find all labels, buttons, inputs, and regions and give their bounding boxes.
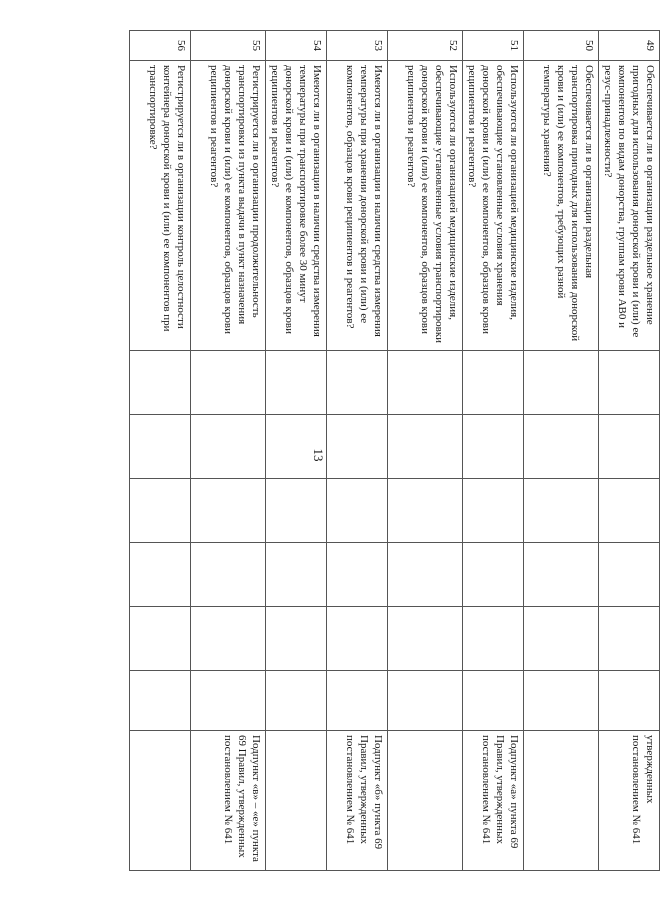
answer-cell (599, 607, 660, 671)
answer-cell (266, 543, 327, 607)
answer-cell (266, 479, 327, 543)
answer-cell (327, 607, 388, 671)
answer-cell (388, 671, 463, 731)
reference-cell: Подпункт «б» пункта 69 Правил, утвержденных постановлением № 641 (327, 731, 388, 871)
answer-cell (388, 543, 463, 607)
question-cell: Используются ли организацией медицинские изделия, обеспечивающие установленные условия хранения донорской крови и (или) ее компонентов, образцов крови реципиентов и реагентов? (463, 61, 524, 351)
row-number: 55 (191, 31, 266, 61)
reference-cell (388, 731, 463, 871)
reference-cell (524, 731, 599, 871)
row-number: 50 (524, 31, 599, 61)
answer-cell (266, 671, 327, 731)
answer-cell (191, 479, 266, 543)
answer-cell (599, 671, 660, 731)
row-number: 54 (266, 31, 327, 61)
answer-cell (599, 351, 660, 415)
question-cell: Регистрируется ли в организации контроль целостности контейнера донорской крови и (или) ее компонентов при транспортировке? (130, 61, 191, 351)
answer-cell (130, 543, 191, 607)
answer-cell (524, 607, 599, 671)
answer-cell (599, 543, 660, 607)
answer-cell (191, 351, 266, 415)
answer-cell (130, 479, 191, 543)
answer-cell (524, 479, 599, 543)
answer-cell (463, 351, 524, 415)
answer-cell (191, 543, 266, 607)
answer-cell (327, 351, 388, 415)
answer-cell (130, 671, 191, 731)
table-row (130, 31, 191, 871)
answer-cell (266, 607, 327, 671)
reference-cell (266, 731, 327, 871)
answer-cell (327, 415, 388, 479)
answer-cell (463, 607, 524, 671)
table-row (463, 31, 524, 871)
answer-cell (463, 415, 524, 479)
answer-cell (524, 671, 599, 731)
answer-cell (327, 543, 388, 607)
reference-cell: Подпункт «в» – «е» пункта 69 Правил, утвержденных постановлением № 641 (191, 731, 266, 871)
answer-cell (191, 415, 266, 479)
answer-cell (327, 479, 388, 543)
page-number: 13 (311, 448, 326, 462)
answer-cell (130, 415, 191, 479)
row-number: 53 (327, 31, 388, 61)
question-cell: Имеются ли в организации в наличии средства измерения температуры при транспортировке более 30 минут донорской крови и (или) ее компонентов, образцов крови реципиентов и реагентов? (266, 61, 327, 351)
reference-cell (130, 731, 191, 871)
table-row (191, 31, 266, 871)
answer-cell (599, 415, 660, 479)
answer-cell (130, 607, 191, 671)
answer-cell (599, 479, 660, 543)
table-row (266, 31, 327, 871)
row-number: 52 (388, 31, 463, 61)
table-row (599, 31, 660, 871)
answer-cell (130, 351, 191, 415)
answer-cell (191, 607, 266, 671)
row-number: 56 (130, 31, 191, 61)
reference-cell: Подпункт «а» пункта 69 Правил, утвержденных постановлением № 641 (463, 731, 524, 871)
answer-cell (463, 671, 524, 731)
answer-cell (191, 671, 266, 731)
answer-cell (388, 351, 463, 415)
answer-cell (524, 351, 599, 415)
question-cell: Используются ли организацией медицинские изделия, обеспечивающие установленные условия транспортировки донорской крови и (или) ее компонентов, образцов крови реципиентов и реагентов? (388, 61, 463, 351)
table-row (524, 31, 599, 871)
answer-cell (388, 607, 463, 671)
answer-cell (388, 415, 463, 479)
rotated-table-container (70, 30, 660, 870)
question-cell: Регистрируется ли в организации продолжительность транспортировки из пункта выдачи в пункт назначения донорской крови и (или) ее компонентов, образцов крови реципиентов и реагентов? (191, 61, 266, 351)
question-cell: Обеспечивается ли в организации раздельная транспортировка пригодных для использования донорской крови и (или) ее компонентов, требующих разной температуры хранения? (524, 61, 599, 351)
answer-cell (524, 543, 599, 607)
answer-cell (327, 671, 388, 731)
answer-cell (463, 479, 524, 543)
table-row (327, 31, 388, 871)
checklist-table (129, 30, 660, 871)
answer-cell (388, 479, 463, 543)
row-number: 51 (463, 31, 524, 61)
answer-cell (524, 415, 599, 479)
question-cell: Обеспечивается ли в организации раздельное хранение пригодных для использования донорской крови и (или) ее компонентов по видам донорства, группам крови АВ0 и резус-принадлежности? (599, 61, 660, 351)
answer-cell (266, 415, 327, 479)
answer-cell (463, 543, 524, 607)
reference-cell: утвержденных постановлением № 641 (599, 731, 660, 871)
row-number: 49 (599, 31, 660, 61)
table-row (388, 31, 463, 871)
answer-cell (266, 351, 327, 415)
question-cell: Имеются ли в организации в наличии средства измерения температуры при хранении донорской крови и (или) ее компонентов, образцов крови реципиентов и реагентов? (327, 61, 388, 351)
